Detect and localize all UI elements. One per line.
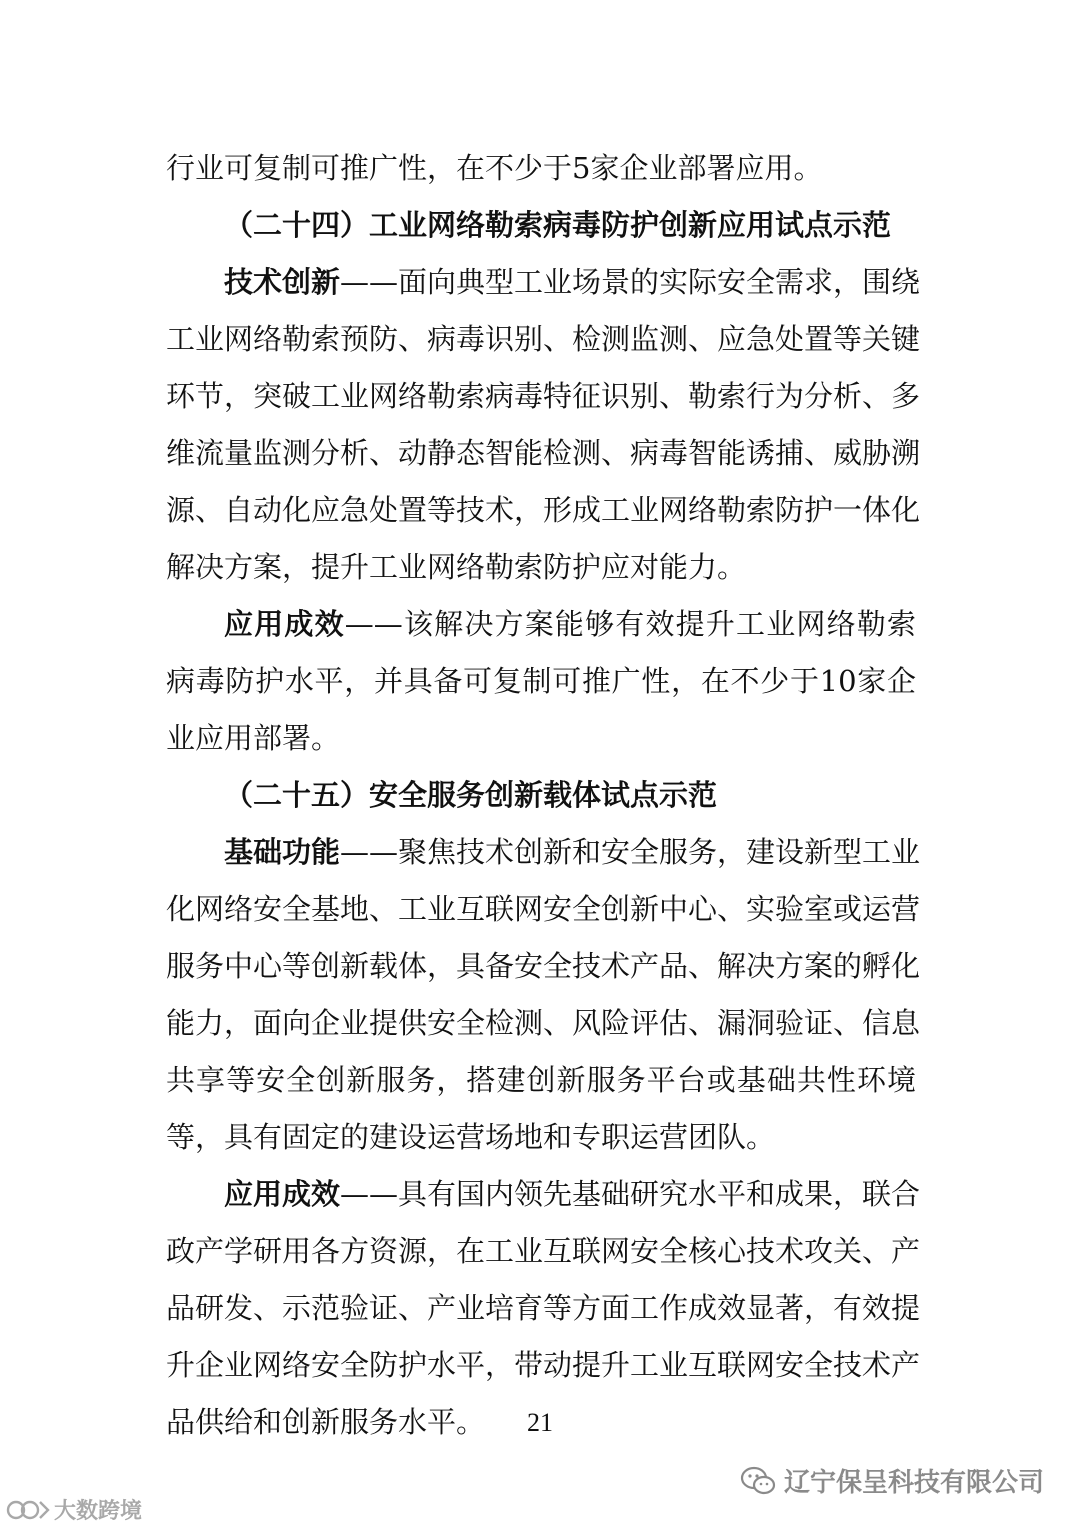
paragraph-line: 病毒防护水平，并具备可复制可推广性，在不少于10家企 — [166, 664, 916, 698]
paragraph-line: 业应用部署。 — [166, 721, 341, 755]
wechat-watermark — [740, 1462, 1044, 1499]
paragraph-line — [166, 596, 916, 653]
paragraph-line: 维流量监测分析、动静态智能检测、病毒智能诱捕、威胁溯 — [166, 436, 921, 470]
paragraph-lead-term: 应用成效 — [224, 607, 345, 641]
paragraph-line — [166, 824, 921, 881]
paragraph-line: 工业网络勒索预防、病毒识别、检测监测、应急处置等关键 — [166, 322, 921, 356]
watermark-account-name: 辽宁保呈科技有限公司 — [783, 1468, 1044, 1498]
paragraph-text: ——面向典型工业场景的实际安全需求，围绕 — [340, 265, 921, 299]
paragraph-line: 能力，面向企业提供安全检测、风险评估、漏洞验证、信息 — [166, 1006, 921, 1040]
brand-logo-icon — [6, 1498, 50, 1522]
paragraph-text: ——聚焦技术创新和安全服务，建设新型工业 — [340, 835, 921, 869]
paragraph-lead-term: 应用成效 — [224, 1177, 341, 1211]
document-body — [166, 140, 921, 1451]
section-heading-25: （二十五）安全服务创新载体试点示范 — [224, 778, 718, 812]
paragraph-text: ——该解决方案能够有效提升工业网络勒索 — [344, 607, 916, 641]
paragraph-line: 源、自动化应急处置等技术，形成工业网络勒索防护一体化 — [166, 493, 921, 527]
paragraph-text: ——具有国内领先基础研究水平和成果，联合 — [340, 1177, 921, 1211]
paragraph-line: 解决方案，提升工业网络勒索防护应对能力。 — [166, 550, 747, 584]
brand-watermark — [6, 1494, 142, 1525]
paragraph-line: 政产学研用各方资源，在工业互联网安全核心技术攻关、产 — [166, 1234, 921, 1268]
paragraph-lead-term: 基础功能 — [224, 835, 341, 869]
paragraph-line: 化网络安全基地、工业互联网安全创新中心、实验室或运营 — [166, 892, 921, 926]
text-line: 行业可复制可推广性，在不少于5家企业部署应用。 — [166, 151, 823, 185]
paragraph-line: 环节，突破工业网络勒索病毒特征识别、勒索行为分析、多 — [166, 379, 921, 413]
paragraph-line — [166, 254, 921, 311]
wechat-icon — [740, 1466, 776, 1496]
watermark-brand-name: 大数跨境 — [54, 1499, 143, 1524]
section-heading-24: （二十四）工业网络勒索病毒防护创新应用试点示范 — [224, 208, 892, 242]
paragraph-line: 品研发、示范验证、产业培育等方面工作成效显著，有效提 — [166, 1291, 921, 1325]
paragraph-lead-term: 技术创新 — [224, 265, 341, 299]
paragraph-line: 等，具有固定的建设运营场地和专职运营团队。 — [166, 1120, 776, 1154]
paragraph-line: 共享等安全创新服务，搭建创新服务平台或基础共性环境 — [166, 1063, 916, 1097]
paragraph-line: 服务中心等创新载体，具备安全技术产品、解决方案的孵化 — [166, 949, 921, 983]
paragraph-line — [166, 1166, 921, 1223]
page-number: 21 — [527, 1408, 553, 1437]
paragraph-line: 升企业网络安全防护水平，带动提升工业互联网安全技术产 — [166, 1348, 921, 1382]
paragraph-line: 品供给和创新服务水平。 — [166, 1405, 486, 1439]
